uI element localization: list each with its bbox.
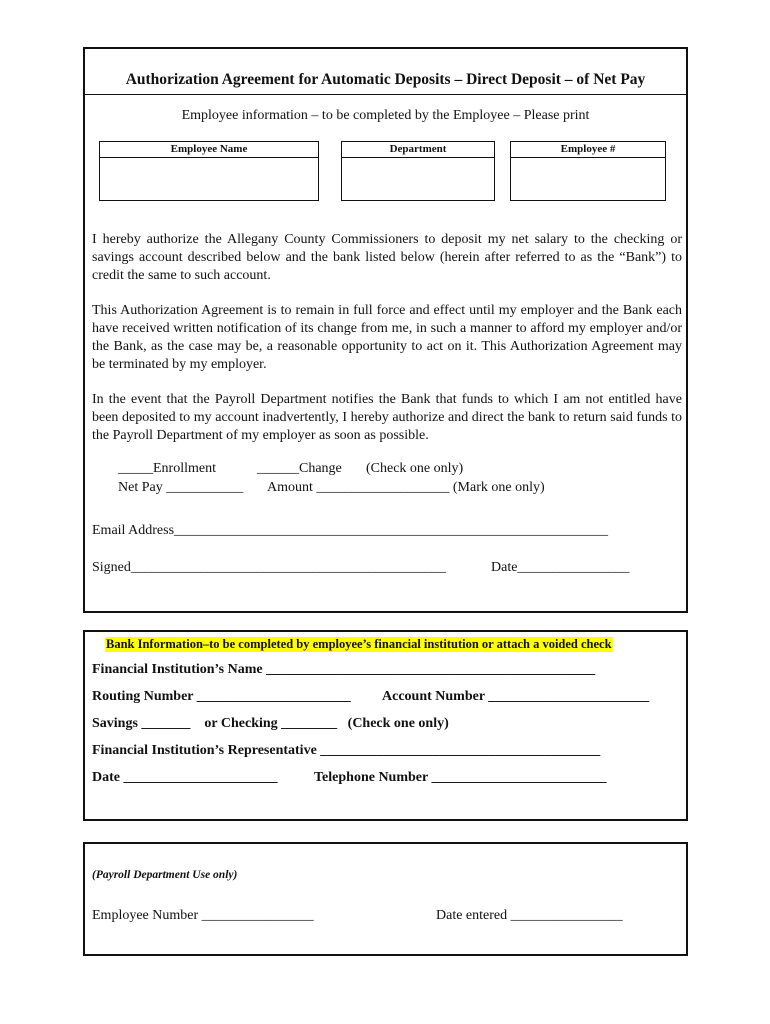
refund-paragraph: In the event that the Payroll Department notifies the Bank that funds to which I am not entitled have been deposited to my account inadvertently, I hereby authorize and direct the bank to return said funds to the Payroll Department of my employer as soon as possible. <box>92 392 682 443</box>
agreement-duration-paragraph: This Authorization Agreement is to remain in full force and effect until my employer and the Bank each have received written notification of its change from me, in such a manner to afford my employer and/or the Bank, as the case may be, a reasonable opportunity to act on it. This Authorization Agreement may be terminated by my employer. <box>92 303 682 372</box>
authorization-section <box>83 47 688 613</box>
employee-info-instruction: Employee information – to be completed by the Employee – Please print <box>181 108 590 123</box>
institution-representative-field[interactable]: Financial Institution’s Representative ________________________________________ <box>92 743 601 758</box>
enrollment-option[interactable]: _____Enrollment <box>118 461 216 476</box>
employee-number-entry-field[interactable]: Employee Number ________________ <box>92 908 314 923</box>
department-label: Department <box>342 142 494 158</box>
authorization-paragraph: I hereby authorize the Allegany County Commissioners to deposit my net salary to the checking or savings account described below and the bank listed below (herein after referred to as the “Bank”) to credit the same to such account. <box>92 232 682 283</box>
email-address-field[interactable]: Email Address______________________________________________________________ <box>92 523 609 538</box>
payroll-use-section <box>83 842 688 956</box>
bank-date-field[interactable]: Date ______________________ <box>92 770 278 785</box>
employee-number-field[interactable] <box>510 141 666 201</box>
title-divider <box>85 94 686 95</box>
form-title: Authorization Agreement for Automatic Deposits – Direct Deposit – of Net Pay <box>125 71 646 88</box>
account-number-field[interactable]: Account Number _______________________ <box>382 689 650 704</box>
department-field[interactable] <box>341 141 495 201</box>
signature-date-field[interactable]: Date________________ <box>491 560 630 575</box>
amount-field[interactable]: Amount ___________________ (Mark one only) <box>267 480 545 495</box>
payroll-use-title: (Payroll Department Use only) <box>92 869 238 881</box>
date-entered-field[interactable]: Date entered ________________ <box>436 908 623 923</box>
financial-institution-name-field[interactable]: Financial Institution’s Name _______________________________________________ <box>92 662 596 677</box>
change-option[interactable]: ______Change <box>257 461 342 476</box>
check-one-note: (Check one only) <box>366 461 464 476</box>
telephone-number-field[interactable]: Telephone Number _________________________ <box>314 770 607 785</box>
employee-number-label: Employee # <box>511 142 665 158</box>
net-pay-field[interactable]: Net Pay ___________ <box>118 480 244 495</box>
employee-name-label: Employee Name <box>100 142 318 158</box>
bank-information-section <box>83 630 688 821</box>
employee-name-field[interactable] <box>99 141 319 201</box>
bank-info-header: Bank Information–to be completed by employee’s financial institution or attach a voided check <box>106 637 612 651</box>
account-type-field[interactable]: Savings _______ or Checking ________ (Check one only) <box>92 716 449 731</box>
signature-field[interactable]: Signed_____________________________________________ <box>92 560 446 575</box>
routing-number-field[interactable]: Routing Number ______________________ <box>92 689 351 704</box>
